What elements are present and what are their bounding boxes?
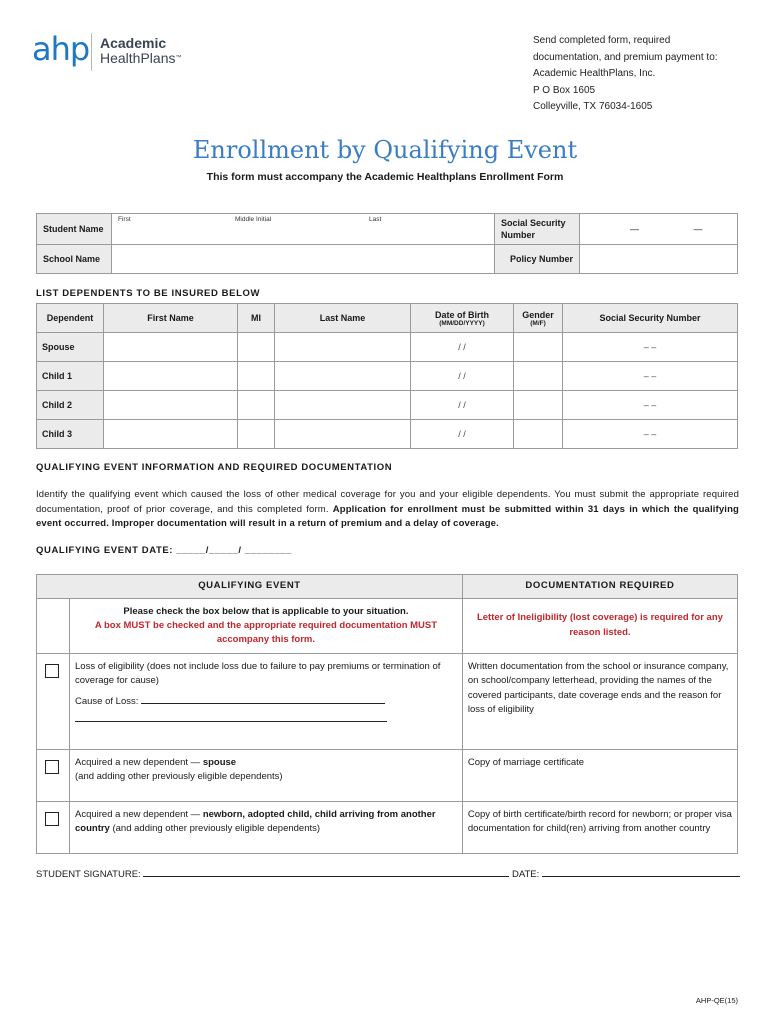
new-child-checkbox[interactable] (45, 812, 59, 826)
dependents-section-title: LIST DEPENDENTS TO BE INSURED BELOW (36, 288, 261, 299)
gender-format: (M/F) (530, 319, 546, 327)
instruction-cell (70, 598, 463, 653)
first-name-cell[interactable] (104, 362, 238, 391)
logo-line2: HealthPlans (100, 50, 176, 66)
school-name-label: School Name (37, 245, 112, 274)
new-spouse-checkbox[interactable] (45, 760, 59, 774)
documentation-header: DOCUMENTATION REQUIRED (462, 575, 737, 599)
gender-cell[interactable] (514, 420, 563, 449)
gender-cell[interactable] (514, 333, 563, 362)
qualifying-event-header: QUALIFYING EVENT (37, 575, 463, 599)
logo-line1: Academic (100, 35, 167, 51)
ahp-logo-mark: ahp (32, 30, 90, 68)
doc-cell: Copy of birth certificate/birth record for newborn; or proper visa documentation for child(ren) arriving from another country (462, 801, 737, 853)
instructions-bold: Application for enrollment must be submitted within 31 days in which the qualifying event occurred. Improper documentation will result in a return of premium and a delay of coverage. (36, 503, 739, 529)
logo-divider (91, 33, 92, 71)
instructions-normal: Identify the qualifying event which caused the loss of other medical coverage for you and your eligible dependents. You must submit the appropriate required documentation, proof of prior coverage, and this completed form. (36, 489, 739, 515)
first-name-cell[interactable] (104, 333, 238, 362)
last-name-cell[interactable] (275, 420, 411, 449)
row-label: Spouse (37, 333, 104, 362)
form-code: AHP-QE(15) (695, 996, 738, 1005)
event-cell (70, 653, 463, 749)
row-label: Child 3 (37, 420, 104, 449)
mi-cell[interactable] (238, 333, 275, 362)
gender-header (514, 304, 563, 333)
ssn-dash: — (630, 224, 639, 234)
ssn-dash: — (693, 224, 703, 234)
dob-format: (MM/DD/YYYY) (439, 319, 485, 327)
instructions-paragraph (36, 488, 739, 532)
signature-line[interactable] (143, 876, 509, 877)
event-bold: spouse (202, 756, 237, 768)
cause-of-loss-label: Cause of Loss: (75, 695, 139, 707)
doc-cell: Written documentation from the school or insurance company, on school/company letterhead, providing the names of the covered participants, date coverage ends and the reason for loss of eligibility (462, 653, 737, 749)
mi-cell[interactable] (238, 420, 275, 449)
mi-cell[interactable] (238, 391, 275, 420)
event-text: Acquired a new dependent — (75, 808, 203, 820)
last-sublabel: Last (369, 216, 382, 223)
last-name-cell[interactable] (275, 333, 411, 362)
instruction-red: A box MUST be checked and the appropriate required documentation MUST accompany this form. (94, 619, 438, 645)
student-info-table (36, 213, 738, 274)
ssn-label: Social Security Number (495, 214, 580, 245)
first-name-cell[interactable] (104, 420, 238, 449)
address-line: documentation, and premium payment to: (533, 51, 718, 63)
loss-of-eligibility-checkbox[interactable] (45, 664, 59, 678)
dob-cell[interactable]: / / (411, 420, 514, 449)
middle-sublabel: Middle Initial (235, 216, 272, 223)
dependent-header: Dependent (37, 304, 104, 333)
date-line[interactable] (542, 876, 740, 877)
dob-header-label: Date of Birth (435, 309, 489, 320)
gender-cell[interactable] (514, 391, 563, 420)
student-name-label: Student Name (37, 214, 112, 245)
address-line: P O Box 1605 (533, 84, 596, 96)
dob-cell[interactable]: / / (411, 391, 514, 420)
table-row (37, 362, 738, 391)
first-name-header: First Name (104, 304, 238, 333)
dob-header (411, 304, 514, 333)
qe-date[interactable]: QUALIFYING EVENT DATE: _____/_____/ ________ (36, 545, 292, 556)
gender-header-label: Gender (522, 309, 554, 320)
logo-tm: ™ (175, 55, 182, 61)
date-label: DATE: (511, 869, 540, 880)
event-text: Acquired a new dependent — (75, 756, 203, 768)
school-name-field[interactable] (112, 245, 495, 274)
checkbox-cell (37, 653, 70, 749)
ssn-header: Social Security Number (563, 304, 738, 333)
event-cell (70, 749, 463, 801)
checkbox-cell (37, 749, 70, 801)
student-name-field[interactable] (112, 214, 495, 245)
address-line: Academic HealthPlans, Inc. (533, 68, 656, 79)
cause-of-loss-line[interactable] (141, 703, 385, 704)
ssn-cell[interactable]: – – (563, 362, 738, 391)
gender-cell[interactable] (514, 362, 563, 391)
dependents-table (36, 303, 738, 449)
checkbox-cell (37, 801, 70, 853)
last-name-cell[interactable] (275, 391, 411, 420)
doc-cell: Copy of marriage certificate (462, 749, 737, 801)
ssn-cell[interactable]: – – (563, 391, 738, 420)
form-subtitle: This form must accompany the Academic Healthplans Enrollment Form (206, 171, 564, 183)
event-cell (70, 801, 463, 853)
mi-header: MI (238, 304, 275, 333)
signature-label: STUDENT SIGNATURE: (36, 869, 141, 880)
signature-row (36, 869, 740, 880)
first-sublabel: First (118, 216, 131, 223)
first-name-cell[interactable] (104, 391, 238, 420)
event-bold: newborn, adopted child, child arriving from another country (75, 808, 436, 834)
form-title: Enrollment by Qualifying Event (192, 136, 578, 164)
row-label: Child 1 (37, 362, 104, 391)
policy-number-field[interactable] (580, 245, 738, 274)
ssn-cell[interactable]: – – (563, 333, 738, 362)
ssn-cell[interactable]: – – (563, 420, 738, 449)
student-ssn-field[interactable] (580, 214, 738, 245)
qe-section-title: QUALIFYING EVENT INFORMATION AND REQUIRED DOCUMENTATION (36, 462, 393, 473)
event-text: Loss of eligibility (does not include loss due to failure to pay premiums or termination of coverage for cause) (75, 660, 441, 686)
logo-text (100, 36, 182, 66)
policy-number-label: Policy Number (495, 245, 580, 274)
address-line: Colleyville, TX 76034-1605 (533, 101, 653, 112)
cause-of-loss-line-2[interactable] (75, 721, 387, 722)
dob-cell[interactable]: / / (411, 362, 514, 391)
mailing-address (533, 33, 718, 116)
instruction-text: Please check the box below that is applicable to your situation. (123, 605, 409, 617)
table-row (37, 420, 738, 449)
last-name-header: Last Name (275, 304, 411, 333)
last-name-cell[interactable] (275, 362, 411, 391)
dob-cell[interactable]: / / (411, 333, 514, 362)
table-row (37, 391, 738, 420)
doc-note: Letter of Ineligibility (lost coverage) is required for any reason listed. (462, 598, 737, 653)
event-text: (and adding other previously eligible dependents) (75, 771, 283, 782)
qualifying-events-table (36, 574, 738, 854)
mi-cell[interactable] (238, 362, 275, 391)
address-line: Send completed form, required (533, 35, 671, 46)
event-text: (and adding other previously eligible dependents) (109, 823, 321, 834)
table-row (37, 333, 738, 362)
row-label: Child 2 (37, 391, 104, 420)
